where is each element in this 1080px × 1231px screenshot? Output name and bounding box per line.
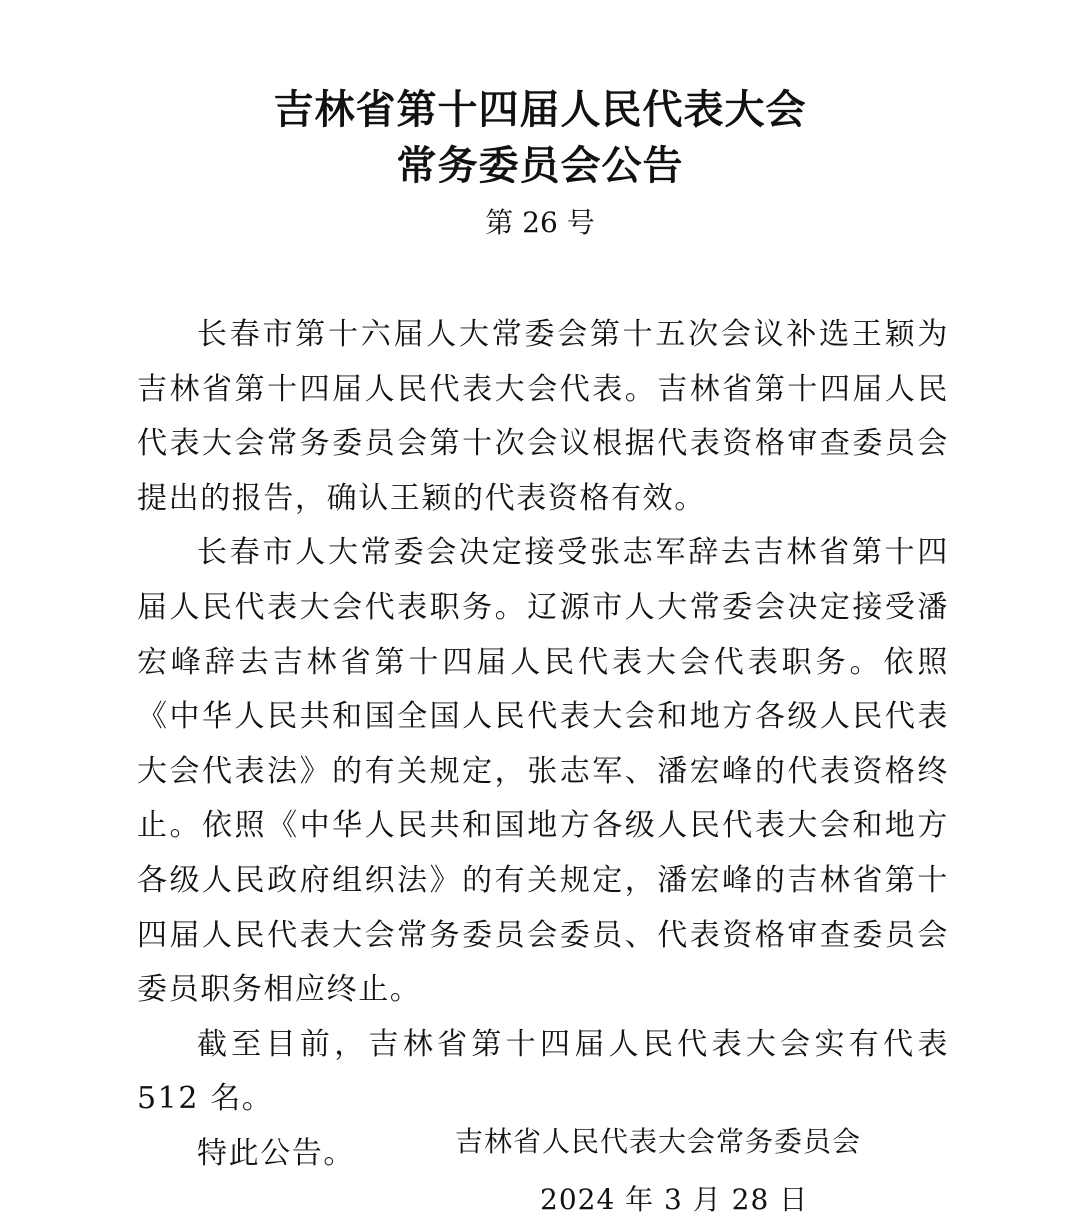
paragraph-closing: 特此公告。 — [197, 1135, 355, 1171]
announcement-body — [137, 308, 949, 1182]
paragraph-resignation: 长春市人大常委会决定接受张志军辞去吉林省第十四届人民代表大会代表职务。辽源市人大常委会决定接受潘宏峰辞去吉林省第十四届人民代表大会代表职务。依照《中华人民共和国全国人民代表大会和地方各级人民代表大会代表法》的有关规定，张志军、潘宏峰的代表资格终止。依照《中华人民共和国地方各级人民代表大会和地方各级人民政府组织法》的有关规定，潘宏峰的吉林省第十四届人民代表大会常务委员会委员、代表资格审查委员会委员职务相应终止。 — [137, 535, 949, 1008]
paragraph-deputy-count: 截至目前，吉林省第十四届人民代表大会实有代表 512 名。 — [137, 1026, 949, 1117]
document-number: 第 26 号 — [485, 206, 595, 239]
issue-date: 2024 年 3 月 28 日 — [540, 1183, 809, 1216]
issuer-signature: 吉林省人民代表大会常务委员会 — [455, 1125, 862, 1158]
title-line-1: 吉林省第十四届人民代表大会 — [273, 87, 807, 133]
paragraph-supplementary-election: 长春市第十六届人大常委会第十五次会议补选王颖为吉林省第十四届人民代表大会代表。吉林省第十四届人民代表大会常务委员会第十次会议根据代表资格审查委员会提出的报告，确认王颖的代表资格有效。 — [137, 317, 949, 516]
title-line-2: 常务委员会公告 — [396, 143, 684, 189]
